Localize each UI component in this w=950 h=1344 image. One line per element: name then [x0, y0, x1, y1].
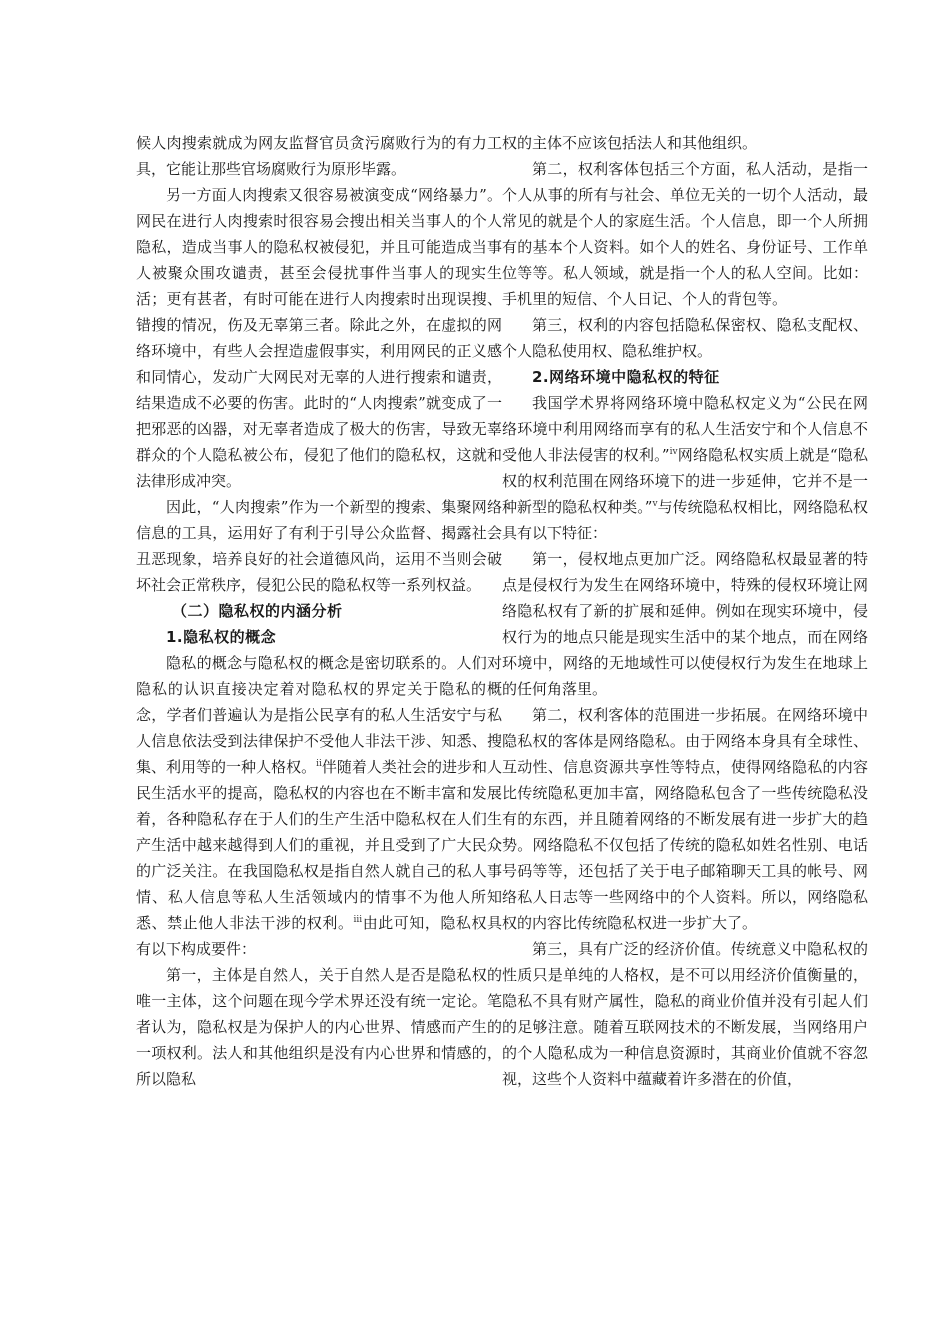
body-paragraph [136, 182, 502, 494]
body-paragraph [136, 130, 502, 182]
body-paragraph [502, 390, 868, 546]
body-paragraph [136, 650, 502, 962]
footnote-marker: iii [353, 915, 363, 925]
footnote-marker: v [652, 499, 658, 509]
right-text-column [502, 130, 868, 1092]
paragraph-text: 权的主体不应该包括法人和其他组织。 [502, 134, 758, 152]
body-paragraph [502, 936, 868, 1092]
body-paragraph [502, 130, 868, 156]
paragraph-text: 第二，权利客体包括三个方面，私人活动，是指一个人从事的所有与社会、单位无关的一切个人活动，最常见的就是个人的家庭生活。个人信息，即一个人所拥有的基本个人资料。如个人的姓名、身份证号、工作单位等等。私人领域，就是指一个人的私人空间。比如：手机里的短信、个人日记、个人的背包等。 [502, 160, 868, 308]
paragraph-text: 第三，具有广泛的经济价值。传统意义中隐私权的性质只是单纯的人格权，是不可以用经济价值衡量的，隐私不具有财产属性，隐私的商业价值并没有引起人们的足够注意。随着互联网技术的不断发展，当网络用户的个人隐私成为一种信息资源时，其商业价值就不容忽视，这些个人资料中蕴藏着许多潜在的价值， [502, 940, 868, 1088]
body-paragraph [136, 962, 502, 1092]
paragraph-text: 第三，权利的内容包括隐私保密权、隐私支配权、个人隐私使用权、隐私维护权。 [502, 316, 868, 360]
paragraph-text: 伴随着人类社会的进步和人民生活水平的提高，隐私权的内容也在不断丰富和发展着，各种隐私存在于人们的生产生活中隐私权在人们生产生活中越来越得到人们的重视，并且受到了广大民众的广泛关注。在我国隐私权是指自然人就自己的私人事情、私人信息等私人生活领域内的情事不为他人所知悉、禁止他人非法干涉的权利。 [136, 758, 502, 932]
body-paragraph [502, 156, 868, 312]
body-paragraph [136, 494, 502, 598]
paragraph-text: 网络隐私权实质上就是“隐私权的权利范围在网络环境下的进一步延伸，它并不是一种新型的隐私权种类。” [502, 446, 869, 516]
body-paragraph [502, 546, 868, 702]
subsection-heading: 1.隐私权的概念 [166, 628, 277, 646]
paragraph-text: 第二，权利客体的范围进一步拓展。在网络环境中隐私权的客体是网络隐私。由于网络本身具有全球性、互动性、信息资源共享性等特点，使得网络隐私的内容比传统隐私更加丰富，网络隐私包含了一些传统隐私没有的东西，并且随着网络的不断发展有进一步扩大的趋势。网络隐私不仅包括了传统的隐私如姓名性别、电话号码等等，还包括了关于电子邮箱聊天工具的帐号、网络私人日志等一些网络中的个人资料。所以，网络隐私权的内容比传统隐私权进一步扩大了。 [502, 706, 868, 932]
left-text-column [136, 130, 502, 1092]
section-heading: （二）隐私权的内涵分析 [172, 602, 343, 620]
body-paragraph [502, 312, 868, 364]
paragraph-text: 由此可知，隐私权具有以下构成要件： [136, 914, 502, 958]
paragraph-text: 另一方面人肉搜索又很容易被演变成“网络暴力”。网民在进行人肉搜索时很容易会搜出相关当事人的个人隐私，造成当事人的隐私权被侵犯，并且可能造成当事人被聚众围攻谴责，甚至会侵扰事件当事人的现实生活；更有甚者，有时可能在进行人肉搜索时出现误搜、错搜的情况，伤及无辜第三者。除此之外，在虚拟的网络环境中，有些人会捏造虚假事实，利用网民的正义感和同情心，发动广大网民对无辜的人进行搜索和谴责，结果造成不必要的伤害。此时的“人肉搜索”就变成了一把邪恶的凶器，对无辜者造成了极大的伤害，导致无辜群众的个人隐私被公布，侵犯了他们的隐私权，这就和法律形成冲突。 [136, 186, 502, 490]
paragraph-text: 第一，侵权地点更加广泛。网络隐私权最显著的特点是侵权行为发生在网络环境中，特殊的侵权环境让网络隐私权有了新的扩展和延伸。例如在现实环境中，侵权行为的地点只能是现实生活中的某个地点，而在网络环境中，网络的无地域性可以使侵权行为发生在地球上的任何角落里。 [502, 550, 868, 698]
footnote-marker: iv [669, 447, 678, 457]
subsection-heading: 2.网络环境中隐私权的特征 [532, 368, 720, 386]
paragraph-text: 我国学术界将网络环境中隐私权定义为“公民在网络环境中利用网络而享有的私人生活安宁和个人信息不受他人非法侵害的权利。” [502, 394, 868, 464]
body-paragraph [502, 702, 868, 936]
paragraph-text: 候人肉搜索就成为网友监督官员贪污腐败行为的有力工具，它能让那些官场腐败行为原形毕露。 [136, 134, 502, 178]
paragraph-text: 第一，主体是自然人，关于自然人是否是隐私权的唯一主体，这个问题在现今学术界还没有统一定论。笔者认为，隐私权是为保护人的内心世界、情感而产生的一项权利。法人和其他组织是没有内心世界和情感的，所以隐私 [136, 966, 502, 1088]
footnote-marker: ii [316, 759, 322, 769]
paragraph-text: 因此，“人肉搜索”作为一个新型的搜索、集聚网络信息的工具，运用好了有利于引导公众监督、揭露社会丑恶现象，培养良好的社会道德风尚，运用不当则会破坏社会正常秩序，侵犯公民的隐私权等一系列权益。 [136, 498, 502, 594]
paragraph-text: 隐私的概念与隐私权的概念是密切联系的。人们对隐私的认识直接决定着对隐私权的界定关于隐私的概念，学者们普遍认为是指公民享有的私人生活安宁与私人信息依法受到法律保护不受他人非法干涉、知悉、搜集、利用等的一种人格权。 [136, 654, 502, 776]
paragraph-text: 与传统隐私权相比，网络隐私权具有以下特征： [502, 498, 868, 542]
